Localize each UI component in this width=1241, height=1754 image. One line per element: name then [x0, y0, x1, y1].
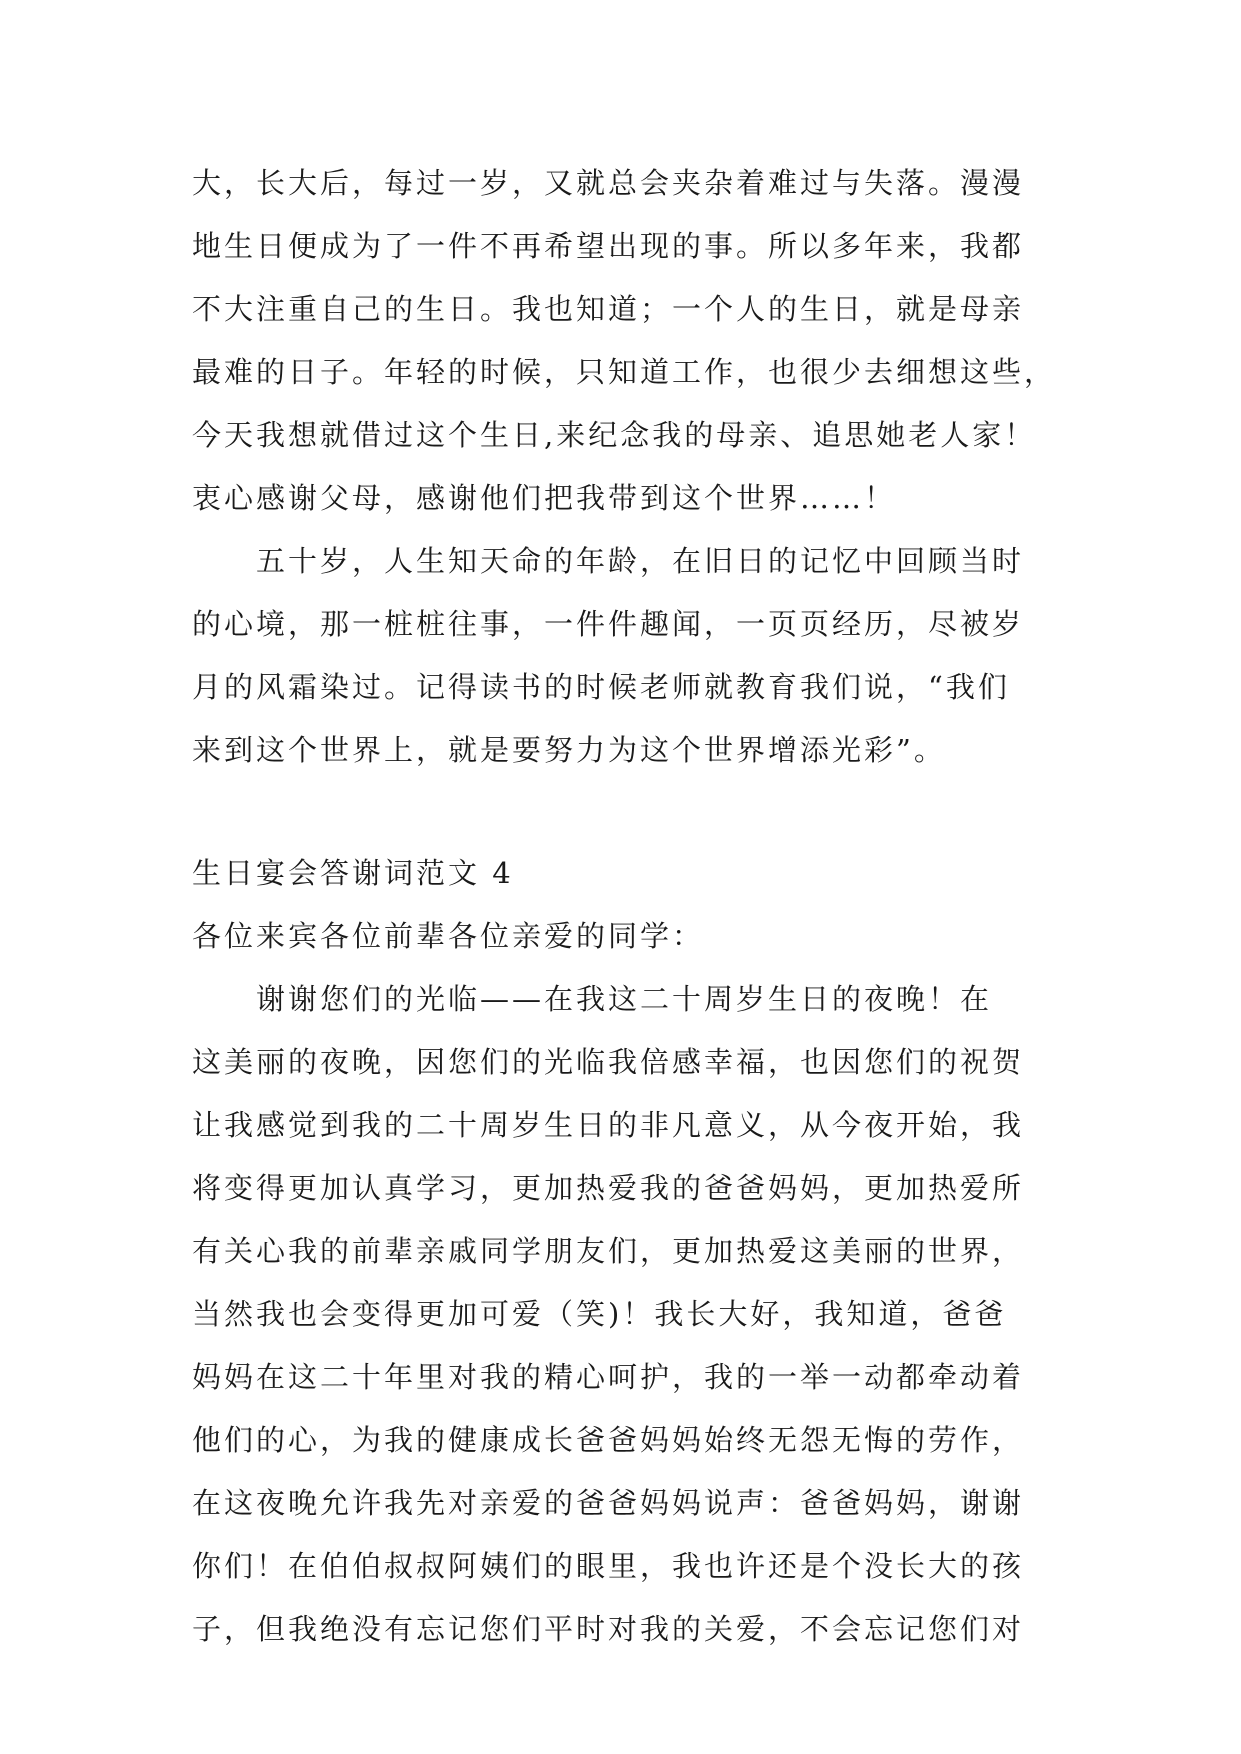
text-line: 子，但我绝没有忘记您们平时对我的关爱，不会忘记您们对: [192, 1612, 1025, 1646]
paragraph-continuation: [192, 152, 1057, 530]
text-line: 在这夜晚允许我先对亲爱的爸爸妈妈说声：爸爸妈妈，谢谢: [192, 1486, 1025, 1520]
text-line: 地生日便成为了一件不再希望出现的事。所以多年来，我都: [192, 229, 1025, 263]
text-line: 让我感觉到我的二十周岁生日的非凡意义，从今夜开始，我: [192, 1108, 1025, 1142]
text-line: 今天我想就借过这个生日,来纪念我的母亲、追思她老人家！: [192, 418, 1037, 452]
document-page: [192, 152, 1057, 1661]
text-line: 妈妈在这二十年里对我的精心呵护，我的一举一动都牵动着: [192, 1360, 1025, 1394]
text-line: 谢谢您们的光临——在我这二十周岁生日的夜晚！在: [256, 982, 993, 1016]
text-line: 当然我也会变得更加可爱（笑)！我长大好，我知道，爸爸: [192, 1297, 1007, 1331]
text-line: 月的风霜染过。记得读书的时候老师就教育我们说，“我们: [192, 670, 1010, 704]
text-line: 将变得更加认真学习，更加热爱我的爸爸妈妈，更加热爱所: [192, 1171, 1025, 1205]
salutation: 各位来宾各位前辈各位亲爱的同学：: [192, 919, 705, 953]
text-line: 他们的心，为我的健康成长爸爸妈妈始终无怨无悔的劳作，: [192, 1423, 1025, 1457]
text-line: 有关心我的前辈亲戚同学朋友们，更加热爱这美丽的世界，: [192, 1234, 1025, 1268]
text-line: 来到这个世界上，就是要努力为这个世界增添光彩”。: [192, 733, 946, 767]
paragraph-fifty: [192, 530, 1052, 782]
text-line: 你们！在伯伯叔叔阿姨们的眼里，我也许还是个没长大的孩: [192, 1549, 1025, 1583]
text-line: 五十岁，人生知天命的年龄，在旧日的记忆中回顾当时: [256, 544, 1025, 578]
text-line: 的心境，那一桩桩往事，一件件趣闻，一页页经历，尽被岁: [192, 607, 1025, 641]
text-line: 最难的日子。年轻的时候，只知道工作，也很少去细想这些，: [192, 355, 1057, 389]
section-heading: 生日宴会答谢词范文 4: [192, 856, 514, 890]
paragraph-thanks: [192, 968, 1052, 1661]
text-line: 不大注重自己的生日。我也知道；一个人的生日，就是母亲: [192, 292, 1025, 326]
section-example-4: [192, 842, 1052, 1661]
text-line: 大，长大后，每过一岁，又就总会夹杂着难过与失落。漫漫: [192, 166, 1025, 200]
text-line: 这美丽的夜晚，因您们的光临我倍感幸福，也因您们的祝贺: [192, 1045, 1025, 1079]
text-line: 衷心感谢父母，感谢他们把我带到这个世界……！: [192, 481, 897, 515]
